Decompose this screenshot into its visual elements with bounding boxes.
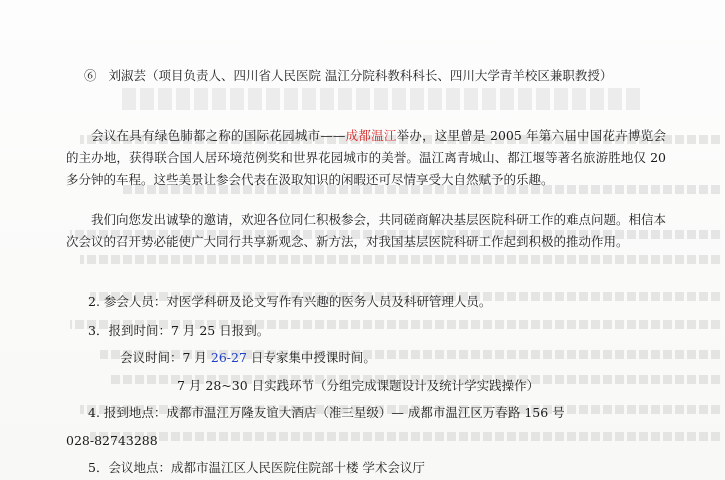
speaker-line xyxy=(84,68,612,84)
circled-number-marker: ⑥ xyxy=(84,68,97,83)
schedule-dates: 26-27 xyxy=(210,350,247,365)
intro-part2: 举办，这里曾是 2005 年第六届中国花卉博览会的主办地，获得联合国人居环境范例奖和世界花园城市的美誉。温江离青城山、都江堰等著名旅游胜地仅 20 多分钟的车程。这些美景让参会代表在汲取知识的闲暇还可尽情享受大自然赋予的乐趣。 xyxy=(66,128,666,187)
phone-number: 028-82743288 xyxy=(66,433,158,448)
schedule-suffix: 日专家集中授课时间。 xyxy=(246,350,376,365)
city-highlight: 成都温江 xyxy=(345,128,397,143)
speaker-text: 刘淑芸（项目负责人、四川省人民医院 温江分院科教科科长、四川大学青羊校区兼职教授） xyxy=(108,68,613,83)
schedule-line xyxy=(120,350,376,366)
practice-line: 7 月 28~30 日实践环节（分组完成课题设计及统计学实践操作） xyxy=(177,378,540,393)
venue-item: 5．会议地点：成都市温江区人民医院住院部十楼 学术会议厅 xyxy=(88,460,425,475)
intro-paragraph xyxy=(66,125,666,191)
registration-item: 3．报到时间：7 月 25 日报到。 xyxy=(88,323,270,338)
intro-part1: 会议在具有绿色肺都之称的国际花园城市—— xyxy=(91,128,346,143)
invitation-paragraph: 我们向您发出诚挚的邀请，欢迎各位同仁积极参会，共同磋商解决基层医院科研工作的难点问题。相信本次会议的召开势必能使广大同行共享新观念、新方法，对我国基层医院科研工作起到积极的推动作用。 xyxy=(66,212,667,249)
schedule-prefix: 会议时间：7 月 xyxy=(120,350,211,365)
checkin-location-item: 4. 报到地点：成都市温江万隆友谊大酒店（准三星级）— 成都市温江区万春路 156 号 xyxy=(88,405,565,420)
participants-item: 2. 参会人员：对医学科研及论文写作有兴趣的医务人员及科研管理人员。 xyxy=(88,294,492,309)
